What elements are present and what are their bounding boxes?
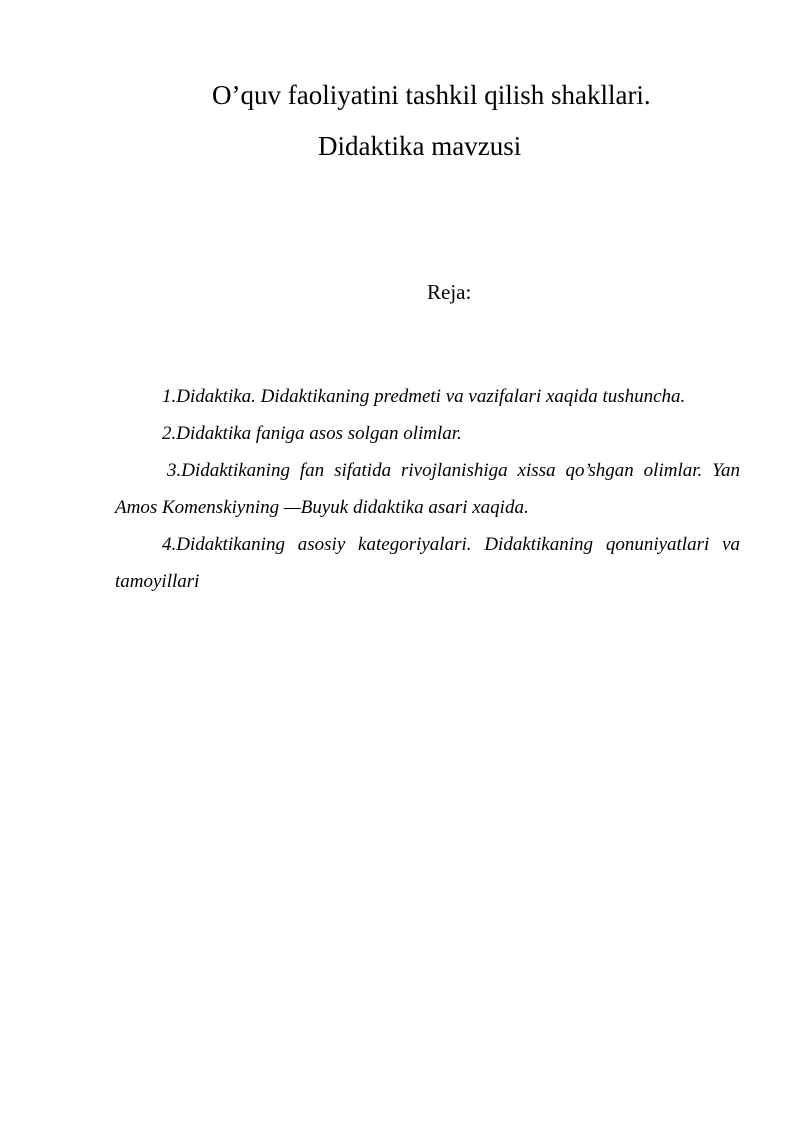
plan-heading: Reja: [427,280,472,304]
document-title: O’quv faoliyatini tashkil qilish shakllari. [212,80,651,110]
plan-item-4: 4.Didaktikaning asosiy kategoriyalari. Didaktikaning qonuniyatlari va tamoyillari [115,534,740,592]
document-subtitle: Didaktika mavzusi [318,131,522,161]
plan-item-3: 3.Didaktikaning fan sifatida rivojlanishiga xissa qo’shgan olimlar. Yan Amos Komenskiyning —Buyuk didaktika asari xaqida. [115,460,740,518]
plan-item-2: 2.Didaktika faniga asos solgan olimlar. [162,423,462,444]
plan-item-1: 1.Didaktika. Didaktikaning predmeti va vazifalari xaqida tushuncha. [162,386,686,407]
plan-list [115,378,740,600]
